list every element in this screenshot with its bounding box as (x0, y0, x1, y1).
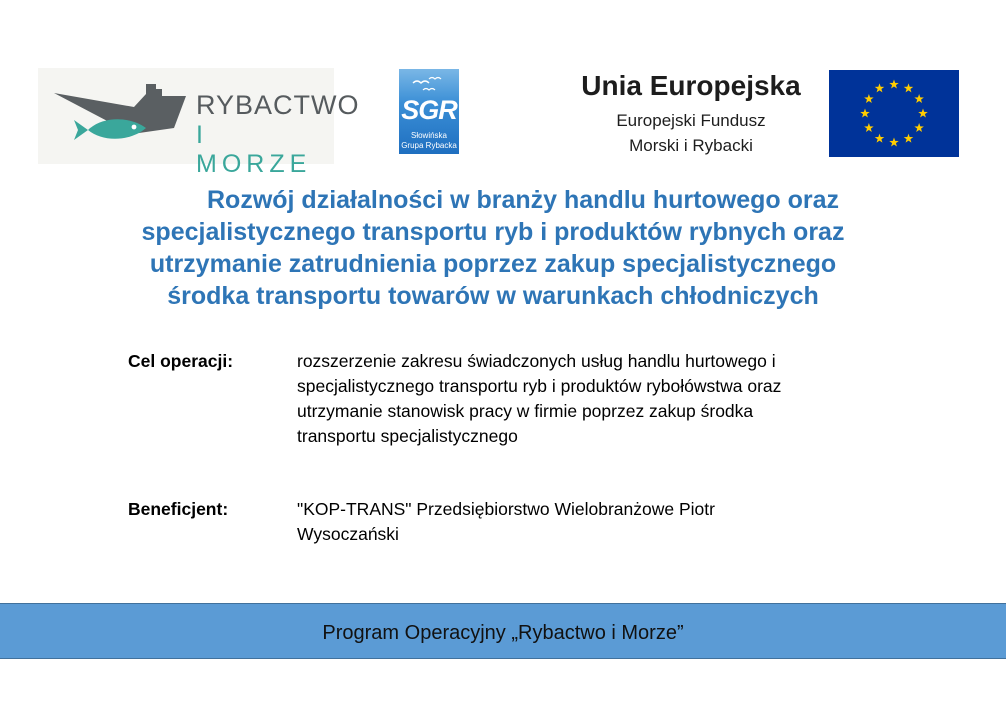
project-title-line2: specjalistycznego transportu ryb i produktów rybnych oraz (141, 218, 845, 246)
eu-title: Unia Europejska (581, 70, 801, 101)
beneficiary-label: Beneficjent: (128, 499, 229, 519)
program-footer-bar (0, 603, 1006, 659)
eu-star (914, 123, 924, 132)
eu-star (914, 94, 924, 103)
eu-star (904, 134, 914, 143)
eu-star (918, 109, 928, 118)
operation-goal-line: transportu specjalistycznego (297, 426, 518, 446)
project-title-line3: utrzymanie zatrudnienia poprzez zakup specjalistycznego (149, 250, 837, 278)
eu-star (864, 94, 874, 103)
eu-stars (829, 70, 959, 157)
rybactwo-i-morze-logo (38, 68, 360, 178)
boat-fish-icon (38, 68, 198, 164)
beneficiary-line: Wysoczański (297, 524, 399, 544)
operation-goal-label: Cel operacji: (128, 351, 234, 371)
i-morze-logo-text: I MORZE (196, 121, 312, 178)
eu-star (889, 80, 899, 89)
beneficiary-line: "KOP-TRANS" Przedsiębiorstwo Wielobranżowe Piotr (297, 499, 715, 519)
sgr-subtitle-line1: Słowińska (410, 131, 447, 140)
eu-star (860, 109, 870, 118)
eu-fund-line2: Morski i Rybacki (629, 136, 753, 155)
eu-star (864, 123, 874, 132)
project-title-line4: środka transportu towarów w warunkach chłodniczych (167, 282, 819, 310)
eu-flag-icon (829, 70, 959, 157)
project-title-line1: Rozwój działalności w branży handlu hurtowego oraz (207, 186, 839, 214)
rybactwo-logo-text: RYBACTWO (196, 90, 360, 120)
program-name: Program Operacyjny „Rybactwo i Morze” (322, 622, 684, 644)
eu-star (875, 83, 885, 92)
operation-goal-value (297, 349, 937, 449)
operation-goal-line: rozszerzenie zakresu świadczonych usług handlu hurtowego i (297, 351, 776, 371)
operation-goal-line: specjalistycznego transportu ryb i produktów rybołówstwa oraz (297, 376, 782, 396)
sgr-logo (399, 69, 459, 154)
operation-goal-line: utrzymanie stanowisk pracy w firmie poprzez zakup środka (297, 401, 754, 421)
eu-fund-line1: Europejski Fundusz (616, 111, 766, 130)
project-title (40, 184, 946, 312)
eu-star (904, 83, 914, 92)
sgr-subtitle-line2: Grupa Rybacka (401, 141, 457, 150)
beneficiary-value (297, 497, 897, 547)
eu-star (875, 134, 885, 143)
eu-star (889, 138, 899, 147)
sgr-logo-text: SGR (401, 95, 457, 125)
